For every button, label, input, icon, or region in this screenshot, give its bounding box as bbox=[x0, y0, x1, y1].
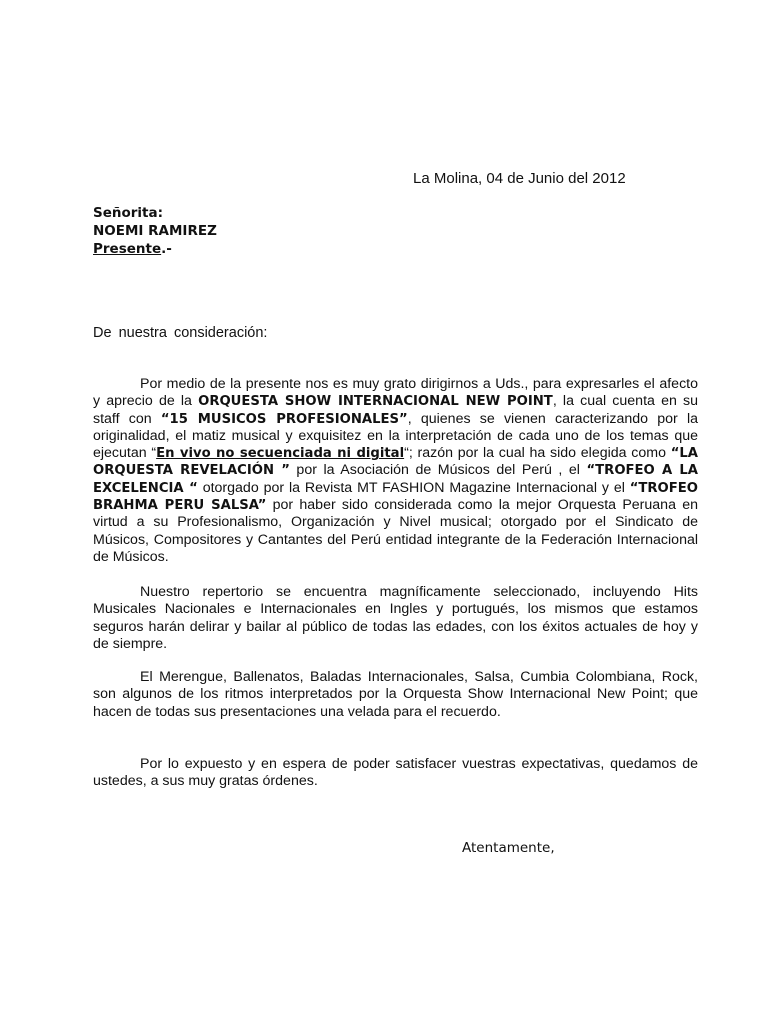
salutation: De nuestra consideración: bbox=[93, 325, 268, 341]
paragraph-4 bbox=[93, 756, 698, 791]
p1-text-5: por la Asociación de Músicos del Perú , el bbox=[289, 462, 587, 479]
p1-text-4: “; razón por la cual ha sido elegida como bbox=[404, 445, 671, 462]
p1-text-1: Por medio de la presente nos es muy grato dirigirnos a Uds., para expresarles el afecto y aprecio de la bbox=[93, 376, 698, 410]
p1-text-3: , quienes se vienen caracterizando por la originalidad, el matiz musical y exquisitez en la interpretación de cada uno de los temas que ejecutan “ bbox=[93, 410, 699, 462]
en-vivo-phrase: En vivo no secuenciada ni digital bbox=[156, 446, 405, 462]
musicos-count: “15 MUSICOS PROFESIONALES” bbox=[160, 411, 408, 427]
paragraph-2-text: Nuestro repertorio se encuentra magníficamente seleccionado, incluyendo Hits Musicales Nacionales e Internacionales en Ingles y portugués, los mismos que estamos seguros harán delirar y bailar al público de todas las edades, con los éxitos actuales de hoy y de siempre. bbox=[93, 584, 698, 652]
closing: Atentamente, bbox=[462, 840, 555, 856]
recipient-name: NOEMI RAMIREZ bbox=[93, 223, 217, 239]
paragraph-1 bbox=[93, 376, 698, 566]
p1-text-6: otorgado por la Revista MT FASHION Magazine Internacional y el bbox=[197, 479, 630, 496]
brahma-award: “TROFEO BRAHMA PERU SALSA” bbox=[93, 480, 698, 514]
presente-line bbox=[93, 240, 217, 258]
p1-text-2: , la cual cuenta en su staff con bbox=[93, 393, 698, 427]
paragraph-3-text: El Merengue, Ballenatos, Baladas Internacionales, Salsa, Cumbia Colombiana, Rock, son algunos de los ritmos interpretados por la Orquesta Show Internacional New Point; que hacen de todas sus presentaciones una velada para el recuerdo. bbox=[93, 669, 698, 720]
paragraph-2 bbox=[93, 584, 698, 653]
excelencia-award: “TROFEO A LA EXCELENCIA “ bbox=[93, 463, 698, 496]
letter-date: La Molina, 04 de Junio del 2012 bbox=[413, 170, 626, 187]
presente-word: Presente bbox=[93, 241, 162, 257]
orquesta-name: ORQUESTA SHOW INTERNACIONAL NEW POINT bbox=[198, 394, 553, 410]
paragraph-3 bbox=[93, 669, 698, 721]
p1-text-7: por haber sido considerada como la mejor Orquesta Peruana en virtud a su Profesionalismo, Organización y Nivel musical; otorgado por el Sindicato de Músicos, Compositores y Cantantes del Perú entidad integrante de la Federación Internacional de Músicos. bbox=[93, 497, 698, 565]
revelacion-award: “LA ORQUESTA REVELACIÓN ” bbox=[93, 446, 698, 479]
presente-suffix: .- bbox=[161, 241, 172, 257]
recipient-title: Señorita: bbox=[93, 205, 164, 221]
recipient-block bbox=[93, 204, 217, 258]
paragraph-4-text: Por lo expuesto y en espera de poder satisfacer vuestras expectativas, quedamos de ustedes, a sus muy gratas órdenes. bbox=[93, 756, 698, 790]
